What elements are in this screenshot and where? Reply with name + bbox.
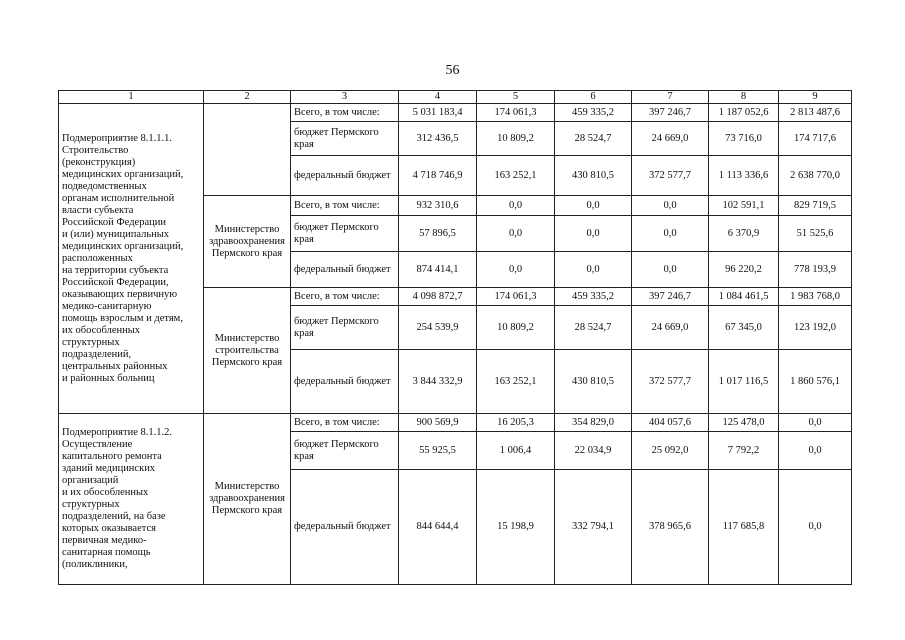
amount-cell: 123 192,0 — [779, 306, 852, 350]
amount-cell: 0,0 — [632, 216, 709, 252]
funding-source: бюджет Пермского края — [291, 122, 399, 156]
amount-cell: 354 829,0 — [555, 414, 632, 432]
amount-cell: 1 983 768,0 — [779, 288, 852, 306]
amount-cell: 844 644,4 — [399, 470, 477, 585]
executor-cell: Министерство здравоохранения Пермского края — [204, 414, 291, 585]
amount-cell: 174 061,3 — [477, 104, 555, 122]
amount-cell: 4 718 746,9 — [399, 156, 477, 196]
amount-cell: 67 345,0 — [709, 306, 779, 350]
amount-cell: 254 539,9 — [399, 306, 477, 350]
amount-cell: 163 252,1 — [477, 156, 555, 196]
funding-source: бюджет Пермского края — [291, 432, 399, 470]
amount-cell: 57 896,5 — [399, 216, 477, 252]
amount-cell: 378 965,6 — [632, 470, 709, 585]
amount-cell: 1 006,4 — [477, 432, 555, 470]
amount-cell: 0,0 — [779, 414, 852, 432]
amount-cell: 0,0 — [632, 252, 709, 288]
column-number-6: 6 — [555, 91, 632, 104]
amount-cell: 16 205,3 — [477, 414, 555, 432]
amount-cell: 117 685,8 — [709, 470, 779, 585]
amount-cell: 3 844 332,9 — [399, 350, 477, 414]
amount-cell: 25 092,0 — [632, 432, 709, 470]
amount-cell: 5 031 183,4 — [399, 104, 477, 122]
amount-cell: 372 577,7 — [632, 350, 709, 414]
amount-cell: 28 524,7 — [555, 306, 632, 350]
amount-cell: 24 669,0 — [632, 122, 709, 156]
amount-cell: 0,0 — [477, 216, 555, 252]
amount-cell: 55 925,5 — [399, 432, 477, 470]
header-row — [59, 91, 852, 104]
amount-cell: 163 252,1 — [477, 350, 555, 414]
amount-cell: 73 716,0 — [709, 122, 779, 156]
measure-description: Подмероприятие 8.1.1.2. Осуществление капитального ремонта зданий медицинских организаций и их обособленных структурных подразделений, на базе которых оказывается первичная медико- санитарная помощь (поликлиники, — [59, 414, 204, 585]
amount-cell: 397 246,7 — [632, 104, 709, 122]
funding-source: федеральный бюджет — [291, 350, 399, 414]
amount-cell: 6 370,9 — [709, 216, 779, 252]
column-number-8: 8 — [709, 91, 779, 104]
funding-source: Всего, в том числе: — [291, 288, 399, 306]
amount-cell: 0,0 — [477, 196, 555, 216]
funding-source: Всего, в том числе: — [291, 414, 399, 432]
amount-cell: 0,0 — [555, 216, 632, 252]
amount-cell: 174 717,6 — [779, 122, 852, 156]
amount-cell: 0,0 — [779, 432, 852, 470]
amount-cell: 4 098 872,7 — [399, 288, 477, 306]
amount-cell: 778 193,9 — [779, 252, 852, 288]
amount-cell: 10 809,2 — [477, 306, 555, 350]
executor-cell — [204, 104, 291, 196]
amount-cell: 900 569,9 — [399, 414, 477, 432]
funding-source: Всего, в том числе: — [291, 196, 399, 216]
funding-source: федеральный бюджет — [291, 252, 399, 288]
amount-cell: 397 246,7 — [632, 288, 709, 306]
amount-cell: 0,0 — [555, 196, 632, 216]
amount-cell: 372 577,7 — [632, 156, 709, 196]
funding-source: федеральный бюджет — [291, 156, 399, 196]
amount-cell: 1 860 576,1 — [779, 350, 852, 414]
executor-cell: Министерство строительства Пермского края — [204, 288, 291, 414]
column-number-2: 2 — [204, 91, 291, 104]
amount-cell: 0,0 — [779, 470, 852, 585]
table-body — [59, 91, 852, 585]
column-number-3: 3 — [291, 91, 399, 104]
column-number-4: 4 — [399, 91, 477, 104]
budget-table — [58, 90, 852, 585]
amount-cell: 125 478,0 — [709, 414, 779, 432]
funding-source: бюджет Пермского края — [291, 306, 399, 350]
amount-cell: 174 061,3 — [477, 288, 555, 306]
amount-cell: 430 810,5 — [555, 350, 632, 414]
amount-cell: 459 335,2 — [555, 288, 632, 306]
funding-source: Всего, в том числе: — [291, 104, 399, 122]
column-number-1: 1 — [59, 91, 204, 104]
amount-cell: 1 113 336,6 — [709, 156, 779, 196]
amount-cell: 24 669,0 — [632, 306, 709, 350]
amount-cell: 22 034,9 — [555, 432, 632, 470]
table-row — [59, 104, 852, 122]
amount-cell: 874 414,1 — [399, 252, 477, 288]
table-row — [59, 414, 852, 432]
funding-source: федеральный бюджет — [291, 470, 399, 585]
amount-cell: 0,0 — [632, 196, 709, 216]
amount-cell: 15 198,9 — [477, 470, 555, 585]
amount-cell: 102 591,1 — [709, 196, 779, 216]
funding-source: бюджет Пермского края — [291, 216, 399, 252]
amount-cell: 51 525,6 — [779, 216, 852, 252]
amount-cell: 0,0 — [477, 252, 555, 288]
amount-cell: 1 084 461,5 — [709, 288, 779, 306]
amount-cell: 932 310,6 — [399, 196, 477, 216]
page-number: 56 — [445, 63, 460, 78]
amount-cell: 1 017 116,5 — [709, 350, 779, 414]
amount-cell: 404 057,6 — [632, 414, 709, 432]
measure-description: Подмероприятие 8.1.1.1. Строительство (реконструкция) медицинских организаций, подведомственных органам исполнительной власти субъекта Российской Федерации и (или) муниципальных медицинских организаций, расположенных на территории субъекта Российской Федерации, оказывающих первичную медико-санитарную помощь взрослым и детям, их обособленных структурных подразделений, центральных районных и районных больниц — [59, 104, 204, 414]
amount-cell: 312 436,5 — [399, 122, 477, 156]
column-number-5: 5 — [477, 91, 555, 104]
amount-cell: 430 810,5 — [555, 156, 632, 196]
column-number-7: 7 — [632, 91, 709, 104]
amount-cell: 459 335,2 — [555, 104, 632, 122]
column-number-9: 9 — [779, 91, 852, 104]
amount-cell: 28 524,7 — [555, 122, 632, 156]
amount-cell: 0,0 — [555, 252, 632, 288]
amount-cell: 829 719,5 — [779, 196, 852, 216]
amount-cell: 2 638 770,0 — [779, 156, 852, 196]
amount-cell: 10 809,2 — [477, 122, 555, 156]
amount-cell: 2 813 487,6 — [779, 104, 852, 122]
amount-cell: 332 794,1 — [555, 470, 632, 585]
amount-cell: 96 220,2 — [709, 252, 779, 288]
amount-cell: 1 187 052,6 — [709, 104, 779, 122]
amount-cell: 7 792,2 — [709, 432, 779, 470]
executor-cell: Министерство здравоохранения Пермского края — [204, 196, 291, 288]
